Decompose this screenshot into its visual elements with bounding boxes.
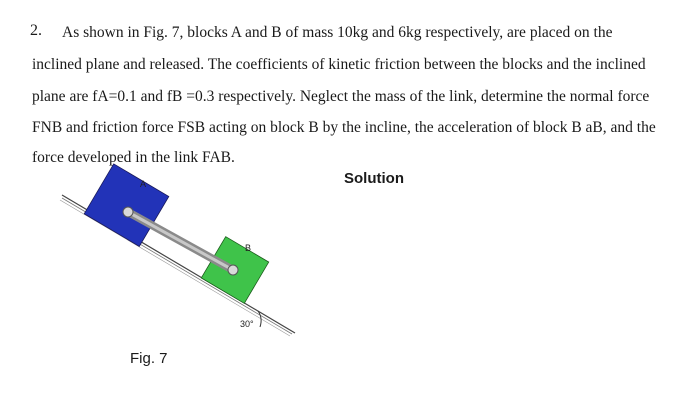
problem-text-line-2: inclined plane and released. The coefficients of kinetic friction between the blocks and the inclined (32, 56, 646, 73)
angle-marker (258, 311, 261, 327)
problem-text-line-4: FNB and friction force FSB acting on block B by the incline, the acceleration of block B aB, and the (32, 119, 656, 136)
pin-b (228, 265, 238, 275)
problem-text-line-3: plane are fA=0.1 and fB =0.3 respectively. Neglect the mass of the link, determine the normal force (32, 88, 650, 105)
problem-text-line-1: As shown in Fig. 7, blocks A and B of mass 10kg and 6kg respectively, are placed on the (62, 24, 613, 41)
angle-label: 30° (240, 319, 254, 329)
block-b-label: B (245, 243, 252, 253)
link-rod (128, 212, 233, 270)
figure-caption: Fig. 7 (130, 350, 168, 367)
problem-text-line-5: force developed in the link FAB. (32, 149, 235, 166)
solution-heading: Solution (344, 170, 404, 187)
problem-number: 2. (30, 22, 42, 39)
block-a-label: A (140, 179, 147, 189)
block-a (84, 164, 169, 247)
pin-a (123, 207, 133, 217)
